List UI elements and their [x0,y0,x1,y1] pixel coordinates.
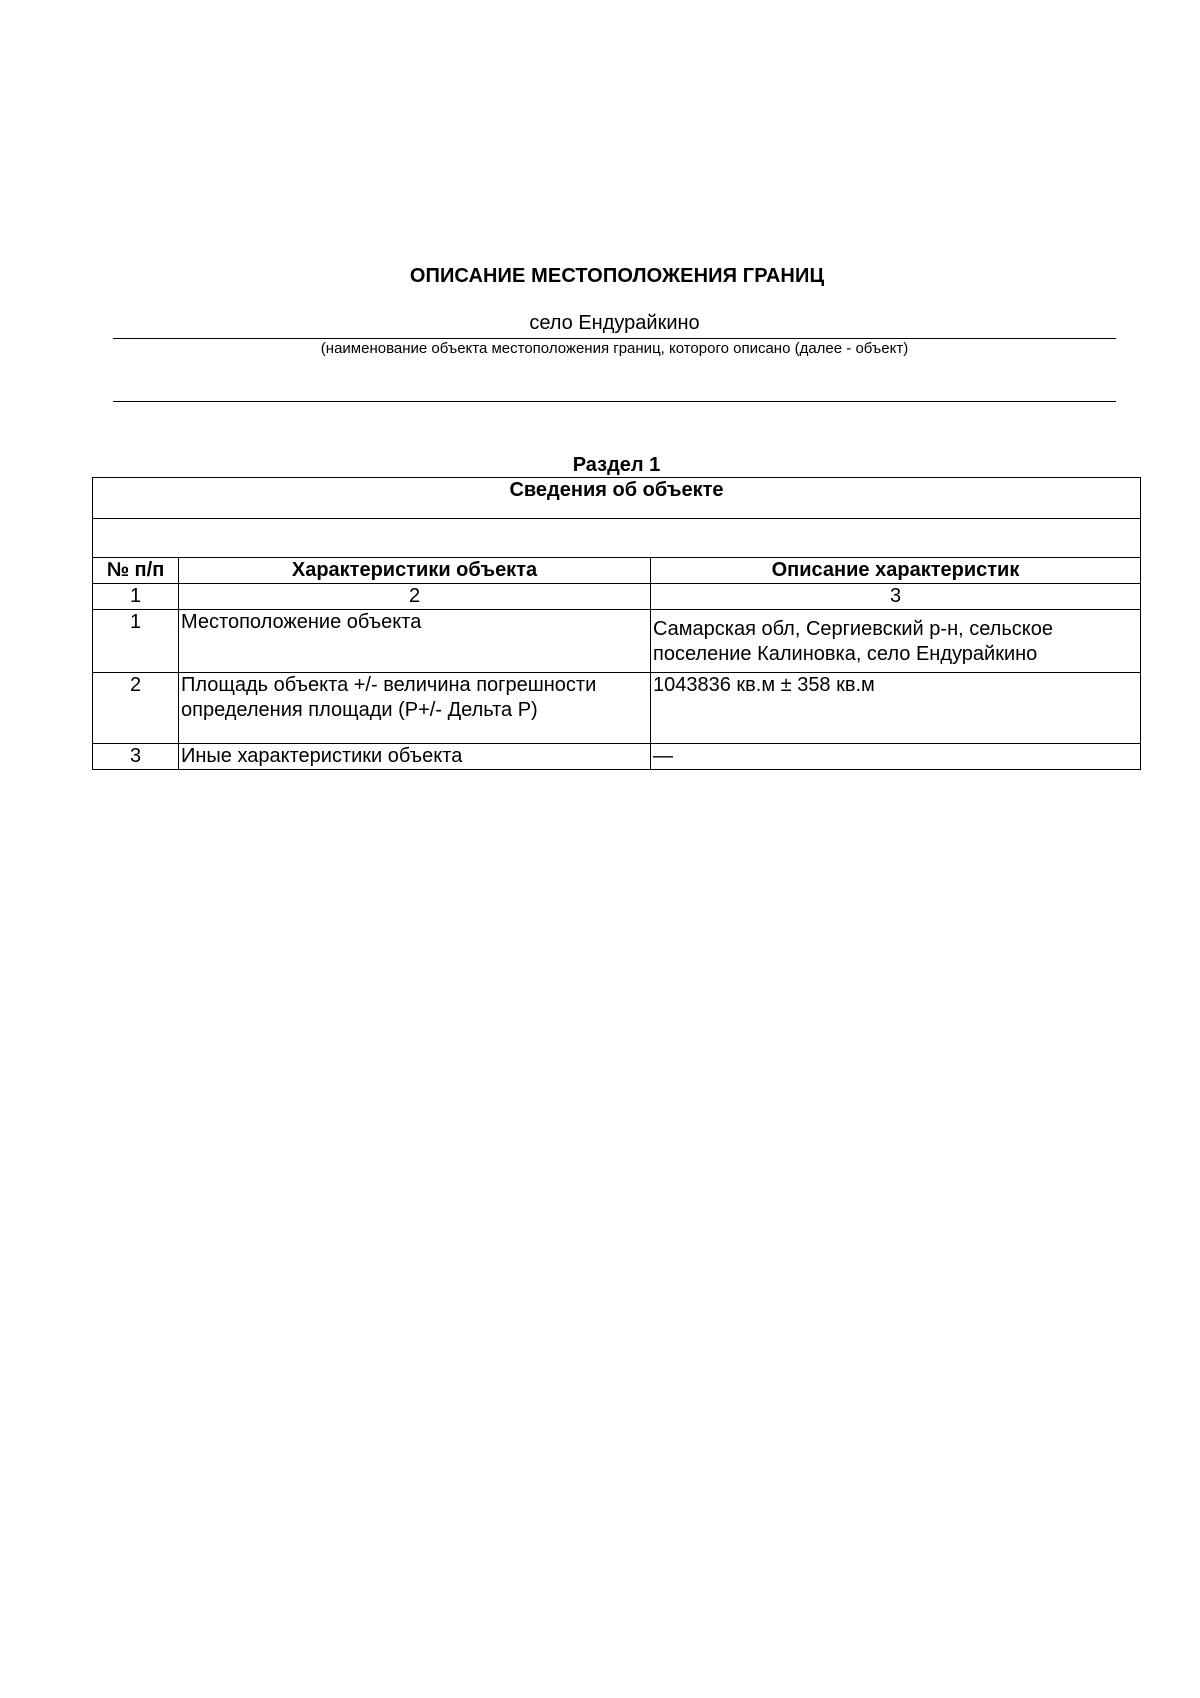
column-header-description: Описание характеристик [651,558,1141,584]
table-caption-row [93,478,1141,519]
table-row [93,673,1141,744]
column-number: 2 [179,584,651,610]
column-number: 3 [651,584,1141,610]
row-description: Самарская обл, Сергиевский р-н, сельское поселение Калиновка, село Ендурайкино [651,610,1141,673]
table-empty-row [93,519,1141,558]
row-characteristic: Площадь объекта +/- величина погрешности определения площади (P+/- Дельта P) [179,673,651,744]
row-description: 1043836 кв.м ± 358 кв.м [651,673,1141,744]
row-characteristic: Местоположение объекта [179,610,651,673]
column-number: 1 [93,584,179,610]
row-number: 3 [93,744,179,770]
object-name-underline [113,338,1116,339]
column-header-number: № п/п [93,558,179,584]
table-row [93,610,1141,673]
row-characteristic: Иные характеристики объекта [179,744,651,770]
column-header-characteristic: Характеристики объекта [179,558,651,584]
column-number-row [93,584,1141,610]
section-title: Раздел 1 [572,454,661,476]
blank-underline [113,401,1116,402]
table-row [93,744,1141,770]
object-name-caption: (наименование объекта местоположения границ, которого описано (далее - объект) [320,340,909,357]
document-title: ОПИСАНИЕ МЕСТОПОЛОЖЕНИЯ ГРАНИЦ [409,265,825,287]
object-info-table [92,477,1141,770]
table-header-row [93,558,1141,584]
row-number: 1 [93,610,179,673]
empty-cell [93,519,1141,558]
table-caption: Сведения об объекте [93,478,1141,519]
row-description: — [651,744,1141,770]
object-name: село Ендурайкино [529,312,700,334]
row-number: 2 [93,673,179,744]
